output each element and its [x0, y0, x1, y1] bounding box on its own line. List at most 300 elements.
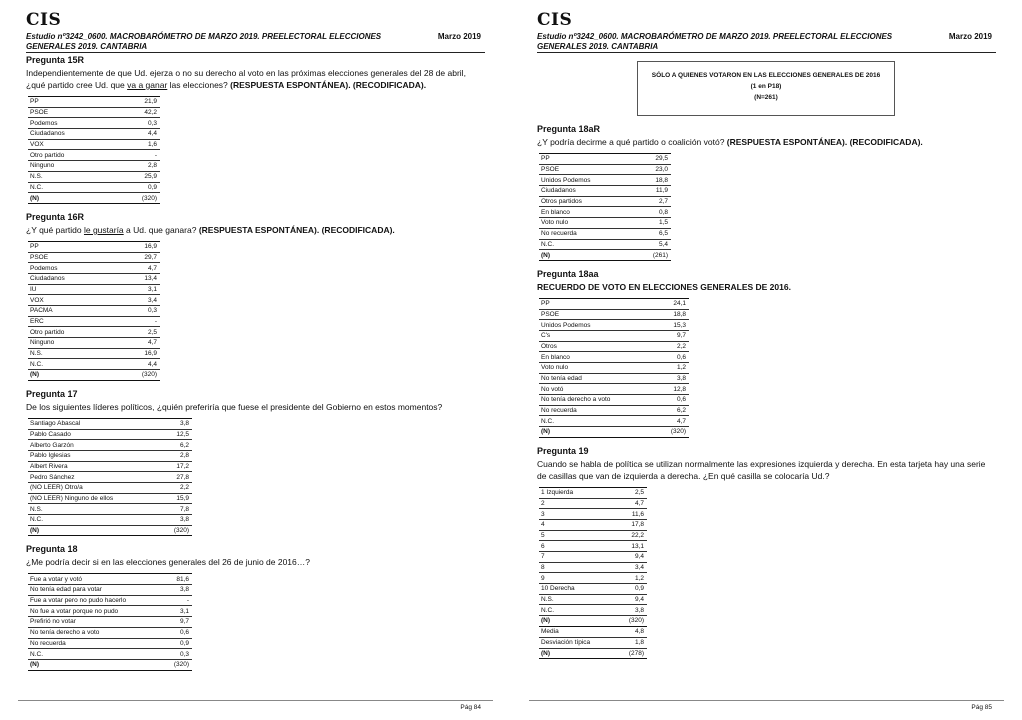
row-label: Otro partido — [28, 150, 120, 161]
row-value: 18,8 — [649, 309, 689, 320]
question-15r — [26, 55, 485, 204]
row-label: 1 Izquierda — [539, 487, 617, 498]
row-value: 17,2 — [152, 461, 192, 472]
row-label: PSOE — [539, 309, 649, 320]
row-value: 1,2 — [649, 363, 689, 374]
table-row — [28, 273, 160, 284]
row-value: 4,7 — [617, 498, 647, 509]
table-row — [28, 150, 160, 161]
row-label: (N) — [539, 427, 649, 438]
row-label: Ciudadanos — [28, 273, 120, 284]
row-value: 13,1 — [617, 541, 647, 552]
table-row — [539, 186, 671, 197]
row-label: Podemos — [28, 118, 120, 129]
row-value: 0,6 — [152, 627, 192, 638]
row-label: No recuerda — [539, 228, 631, 239]
row-label: ERC — [28, 316, 120, 327]
table-row — [539, 594, 647, 605]
results-table — [28, 241, 160, 381]
table-row — [539, 584, 647, 595]
table-row — [539, 352, 689, 363]
question-text-part: ¿Y podría decirme a qué partido o coalición votó? — [537, 137, 727, 147]
row-value: 21,9 — [120, 97, 160, 108]
table-row — [539, 320, 689, 331]
table-row — [28, 472, 192, 483]
row-label: VOX — [28, 295, 120, 306]
row-value: 17,8 — [617, 519, 647, 530]
row-label: N.S. — [28, 348, 120, 359]
row-label: Media — [539, 627, 617, 638]
row-label: No recuerda — [539, 405, 649, 416]
row-label: 2 — [539, 498, 617, 509]
row-label: Ninguno — [28, 338, 120, 349]
row-value: 3,1 — [152, 606, 192, 617]
page-number: Pág 85 — [971, 704, 992, 711]
row-value: 2,2 — [152, 482, 192, 493]
row-label: Voto nulo — [539, 218, 631, 229]
row-value: 11,6 — [617, 509, 647, 520]
table-row — [28, 338, 160, 349]
row-label: N.C. — [539, 605, 617, 616]
table-row — [539, 519, 647, 530]
row-value: 22,2 — [617, 530, 647, 541]
row-label: Voto nulo — [539, 363, 649, 374]
row-value: 9,7 — [152, 617, 192, 628]
table-row — [28, 461, 192, 472]
table-row — [28, 295, 160, 306]
table-row — [28, 606, 192, 617]
table-row — [539, 487, 647, 498]
row-label: N.S. — [539, 594, 617, 605]
table-row — [539, 250, 671, 261]
row-label: PSOE — [28, 252, 120, 263]
row-label: 8 — [539, 562, 617, 573]
row-value: 16,9 — [120, 348, 160, 359]
table-row — [539, 298, 689, 309]
row-value: 9,4 — [617, 551, 647, 562]
table-row — [539, 573, 647, 584]
row-value: 29,7 — [120, 252, 160, 263]
row-label: C's — [539, 330, 649, 341]
row-value: (320) — [120, 370, 160, 381]
row-value: 4,4 — [120, 359, 160, 370]
question-text: Cuando se habla de política se utilizan normalmente las expresiones izquierda y derecha. En esta tarjeta hay una serie de casillas que van de izquierda a derecha. ¿En qué casilla se colocaría Ud.? — [537, 458, 986, 481]
footer-divider — [18, 700, 493, 701]
table-row — [28, 504, 192, 515]
row-label: Otros — [539, 341, 649, 352]
table-row — [539, 218, 671, 229]
row-label: Otros partidos — [539, 196, 631, 207]
question-text — [26, 224, 485, 236]
table-row — [539, 154, 671, 165]
question-18 — [26, 544, 485, 670]
row-label: N.C. — [28, 182, 120, 193]
row-label: PP — [28, 97, 120, 108]
footer-divider — [529, 700, 1004, 701]
row-value: 3,8 — [617, 605, 647, 616]
table-row — [539, 363, 689, 374]
table-row — [28, 525, 192, 536]
study-header — [26, 32, 485, 51]
question-text: De los siguientes líderes políticos, ¿quién preferiría que fuese el presidente del Gobierno en estos momentos? — [26, 401, 443, 412]
question-text-part: Independientemente de que Ud. ejerza o no su derecho al voto en las próximas elecciones generales del 28 de abril, ¿qué partido cree Ud. que — [26, 68, 466, 90]
row-value: (261) — [631, 250, 671, 261]
table-row — [539, 530, 647, 541]
table-row — [539, 373, 689, 384]
table-row — [28, 129, 160, 140]
row-label: N.S. — [28, 171, 120, 182]
study-header — [537, 32, 996, 51]
row-label: PSOE — [539, 164, 631, 175]
question-19 — [537, 446, 996, 660]
table-row — [539, 551, 647, 562]
question-text — [537, 136, 996, 148]
question-title: Pregunta 18 — [26, 544, 78, 555]
row-value: 3,8 — [152, 515, 192, 526]
question-text-underlined: va a ganar — [127, 80, 168, 90]
row-label: PP — [539, 298, 649, 309]
table-row — [539, 228, 671, 239]
row-value: 11,9 — [631, 186, 671, 197]
row-value: 13,4 — [120, 273, 160, 284]
header-divider — [537, 52, 996, 53]
row-value: 2,8 — [152, 450, 192, 461]
row-label: 3 — [539, 509, 617, 520]
row-label: Ciudadanos — [539, 186, 631, 197]
row-value: 6,2 — [649, 405, 689, 416]
row-label: (N) — [539, 616, 617, 627]
row-label: (N) — [28, 659, 152, 670]
question-text-part: a Ud. que ganara? — [123, 224, 199, 235]
table-row — [539, 637, 647, 648]
header-divider — [26, 52, 485, 53]
row-value: (320) — [649, 427, 689, 438]
results-table — [28, 96, 160, 204]
row-label: Unidos Podemos — [539, 320, 649, 331]
question-text-part: las elecciones? — [167, 80, 231, 90]
table-row — [539, 164, 671, 175]
table-row — [28, 241, 160, 252]
table-row — [28, 595, 192, 606]
question-text-part: ¿Y qué partido — [26, 224, 84, 235]
table-row — [539, 395, 689, 406]
table-row — [539, 175, 671, 186]
row-value: 3,4 — [617, 562, 647, 573]
study-date: Marzo 2019 — [437, 32, 481, 41]
cis-logo: CIS — [537, 10, 573, 30]
table-row — [539, 341, 689, 352]
row-value: 0,3 — [152, 649, 192, 660]
table-row — [28, 171, 160, 182]
row-label: PACMA — [28, 306, 120, 317]
question-title: Pregunta 15R — [26, 55, 85, 65]
row-value: 4,7 — [649, 416, 689, 427]
row-label: Fue a votar y votó — [28, 574, 152, 585]
row-label: IU — [28, 284, 120, 295]
row-label: No tenía derecho a voto — [539, 395, 649, 406]
filter-note-line: SÓLO A QUIENES VOTARON EN LAS ELECCIONES GENERALES DE 2016 — [651, 72, 881, 79]
row-label: N.C. — [28, 515, 152, 526]
question-title: Pregunta 18aR — [537, 124, 601, 134]
results-table — [539, 487, 647, 627]
table-row — [539, 309, 689, 320]
row-label: N.S. — [28, 504, 152, 515]
row-value: 4,7 — [120, 338, 160, 349]
table-row — [539, 605, 647, 616]
question-title: Pregunta 18aa — [537, 268, 599, 279]
question-text — [537, 281, 996, 293]
table-row — [28, 263, 160, 274]
study-title: Estudio nº3242_0600. MACROBARÓMETRO DE MARZO 2019. PREELECTORAL ELECCIONES GENERALES 2019. CANTABRIA — [537, 32, 893, 51]
row-label: En blanco — [539, 352, 649, 363]
table-row — [28, 107, 160, 118]
table-row — [28, 193, 160, 204]
row-value: 7,8 — [152, 504, 192, 515]
table-row — [28, 574, 192, 585]
row-value: 2,5 — [120, 327, 160, 338]
row-label: VOX — [28, 139, 120, 150]
row-value: 0,3 — [120, 306, 160, 317]
table-row — [28, 327, 160, 338]
table-row — [539, 384, 689, 395]
table-row — [539, 541, 647, 552]
row-value: 1,5 — [631, 218, 671, 229]
row-value: 9,4 — [617, 594, 647, 605]
row-value: (320) — [152, 525, 192, 536]
row-label: (NO LEER) Otro/a — [28, 482, 152, 493]
row-label: PP — [539, 154, 631, 165]
row-value: 5,4 — [631, 239, 671, 250]
row-value: 4,7 — [120, 263, 160, 274]
row-value: 1,8 — [617, 637, 647, 648]
row-value: 0,9 — [152, 638, 192, 649]
table-row — [28, 627, 192, 638]
row-label: En blanco — [539, 207, 631, 218]
question-18ar — [537, 124, 996, 261]
row-value: 15,3 — [649, 320, 689, 331]
table-row — [28, 649, 192, 660]
row-value: 27,8 — [152, 472, 192, 483]
row-value: 12,8 — [649, 384, 689, 395]
question-text-underlined: le gustaría — [83, 224, 124, 235]
table-row — [539, 239, 671, 250]
row-label: Prefirió no votar — [28, 617, 152, 628]
results-table — [28, 418, 192, 537]
row-value: 25,9 — [120, 171, 160, 182]
row-value: 15,9 — [152, 493, 192, 504]
row-label: 6 — [539, 541, 617, 552]
row-label: Ninguno — [28, 161, 120, 172]
table-row — [28, 638, 192, 649]
row-value: 0,3 — [120, 118, 160, 129]
row-label: No recuerda — [28, 638, 152, 649]
table-row — [539, 427, 689, 438]
table-row — [28, 450, 192, 461]
table-row — [28, 316, 160, 327]
question-17 — [26, 389, 485, 537]
table-row — [539, 509, 647, 520]
right-page — [511, 0, 1022, 720]
table-row — [539, 196, 671, 207]
row-value: 1,6 — [120, 139, 160, 150]
row-value: 18,8 — [631, 175, 671, 186]
question-text-bold: (RESPUESTA ESPONTÁNEA). (RECODIFICADA). — [726, 137, 923, 147]
table-row — [28, 348, 160, 359]
row-value: - — [120, 150, 160, 161]
row-label: 10 Derecha — [539, 584, 617, 595]
row-value: - — [152, 595, 192, 606]
row-label: Santiago Abascal — [28, 418, 152, 429]
row-value: 0,8 — [631, 207, 671, 218]
row-label: No votó — [539, 384, 649, 395]
row-value: 23,0 — [631, 164, 671, 175]
row-value: 6,5 — [631, 228, 671, 239]
table-row — [28, 118, 160, 129]
table-row — [28, 370, 160, 381]
row-value: 3,8 — [152, 585, 192, 596]
results-table — [539, 153, 671, 261]
question-title: Pregunta 17 — [26, 388, 78, 399]
row-label: Unidos Podemos — [539, 175, 631, 186]
table-row — [28, 482, 192, 493]
row-label: Albert Rivera — [28, 461, 152, 472]
row-value: 81,6 — [152, 574, 192, 585]
table-row — [28, 182, 160, 193]
table-row — [28, 306, 160, 317]
row-value: 0,6 — [649, 352, 689, 363]
row-value: - — [120, 316, 160, 327]
row-label: Ciudadanos — [28, 129, 120, 140]
row-label: (N) — [28, 525, 152, 536]
question-18aa — [537, 269, 996, 438]
row-label: Podemos — [28, 263, 120, 274]
table-row — [28, 161, 160, 172]
row-label: N.C. — [28, 359, 120, 370]
row-label: No tenía derecho a voto — [28, 627, 152, 638]
question-text — [26, 67, 485, 91]
filter-note-box — [637, 61, 895, 116]
row-value: (278) — [617, 648, 647, 659]
cis-logo: CIS — [26, 10, 62, 30]
table-row — [28, 493, 192, 504]
row-label: 7 — [539, 551, 617, 562]
row-value: (320) — [617, 616, 647, 627]
row-value: 16,9 — [120, 241, 160, 252]
row-label: Otro partido — [28, 327, 120, 338]
row-label: No tenía edad — [539, 373, 649, 384]
table-row — [28, 440, 192, 451]
row-label: No tenía edad para votar — [28, 585, 152, 596]
table-row — [539, 616, 647, 627]
question-16r — [26, 212, 485, 381]
table-row — [28, 617, 192, 628]
table-row — [28, 359, 160, 370]
table-row — [28, 515, 192, 526]
row-value: 2,7 — [631, 196, 671, 207]
table-row — [28, 585, 192, 596]
row-label: PSOE — [28, 107, 120, 118]
row-label: (N) — [28, 193, 120, 204]
results-table — [539, 298, 689, 438]
table-row — [539, 330, 689, 341]
row-value: 4,4 — [120, 129, 160, 140]
row-label: PP — [28, 241, 120, 252]
row-label: Fue a votar pero no pudo hacerlo — [28, 595, 152, 606]
table-row — [539, 562, 647, 573]
row-label: 9 — [539, 573, 617, 584]
row-label: No fue a votar porque no pudo — [28, 606, 152, 617]
row-label: Pablo Iglesias — [28, 450, 152, 461]
row-value: 12,5 — [152, 429, 192, 440]
row-label: Alberto Garzón — [28, 440, 152, 451]
results-table — [28, 573, 192, 670]
table-row — [539, 416, 689, 427]
table-row — [539, 498, 647, 509]
question-text-bold: (RESPUESTA ESPONTÁNEA). (RECODIFICADA). — [230, 80, 427, 90]
row-label: (NO LEER) Ninguno de ellos — [28, 493, 152, 504]
question-title: Pregunta 19 — [537, 445, 589, 456]
row-value: (320) — [120, 193, 160, 204]
stats-table — [539, 627, 647, 660]
row-value: 3,8 — [649, 373, 689, 384]
row-value: (320) — [152, 659, 192, 670]
row-label: Desviación típica — [539, 637, 617, 648]
table-row — [539, 648, 647, 659]
row-value: 3,8 — [152, 418, 192, 429]
row-label: (N) — [539, 648, 617, 659]
table-row — [539, 627, 647, 638]
row-value: 1,2 — [617, 573, 647, 584]
study-date: Marzo 2019 — [948, 32, 992, 41]
page-number: Pág 84 — [460, 704, 481, 711]
question-title: Pregunta 16R — [26, 211, 85, 222]
row-value: 42,2 — [120, 107, 160, 118]
table-row — [28, 659, 192, 670]
filter-note-line: (1 en P18) — [750, 83, 782, 90]
row-label: 4 — [539, 519, 617, 530]
row-label: Pedro Sánchez — [28, 472, 152, 483]
row-value: 2,5 — [617, 487, 647, 498]
row-label: (N) — [539, 250, 631, 261]
table-row — [539, 405, 689, 416]
row-label: (N) — [28, 370, 120, 381]
row-value: 2,2 — [649, 341, 689, 352]
table-row — [539, 207, 671, 218]
study-title: Estudio nº3242_0600. MACROBARÓMETRO DE MARZO 2019. PREELECTORAL ELECCIONES GENERALES 2019. CANTABRIA — [26, 32, 382, 51]
row-value: 29,5 — [631, 154, 671, 165]
row-value: 2,8 — [120, 161, 160, 172]
question-text-bold: (RESPUESTA ESPONTÁNEA). (RECODIFICADA). — [198, 224, 395, 235]
table-row — [28, 418, 192, 429]
row-label: N.C. — [539, 416, 649, 427]
left-page-content — [26, 10, 485, 671]
filter-note-line: (N=261) — [754, 94, 778, 101]
row-value: 0,6 — [649, 395, 689, 406]
row-label: 5 — [539, 530, 617, 541]
table-row — [28, 284, 160, 295]
row-value: 0,9 — [617, 584, 647, 595]
row-value: 9,7 — [649, 330, 689, 341]
question-text: ¿Me podría decir si en las elecciones generales del 26 de junio de 2016…? — [26, 557, 310, 568]
row-label: N.C. — [28, 649, 152, 660]
row-value: 3,4 — [120, 295, 160, 306]
row-value: 4,8 — [617, 627, 647, 638]
row-label: Pablo Casado — [28, 429, 152, 440]
row-value: 6,2 — [152, 440, 192, 451]
question-text-bold: RECUERDO DE VOTO EN ELECCIONES GENERALES DE 2016. — [537, 281, 791, 292]
table-row — [28, 139, 160, 150]
table-row — [28, 429, 192, 440]
